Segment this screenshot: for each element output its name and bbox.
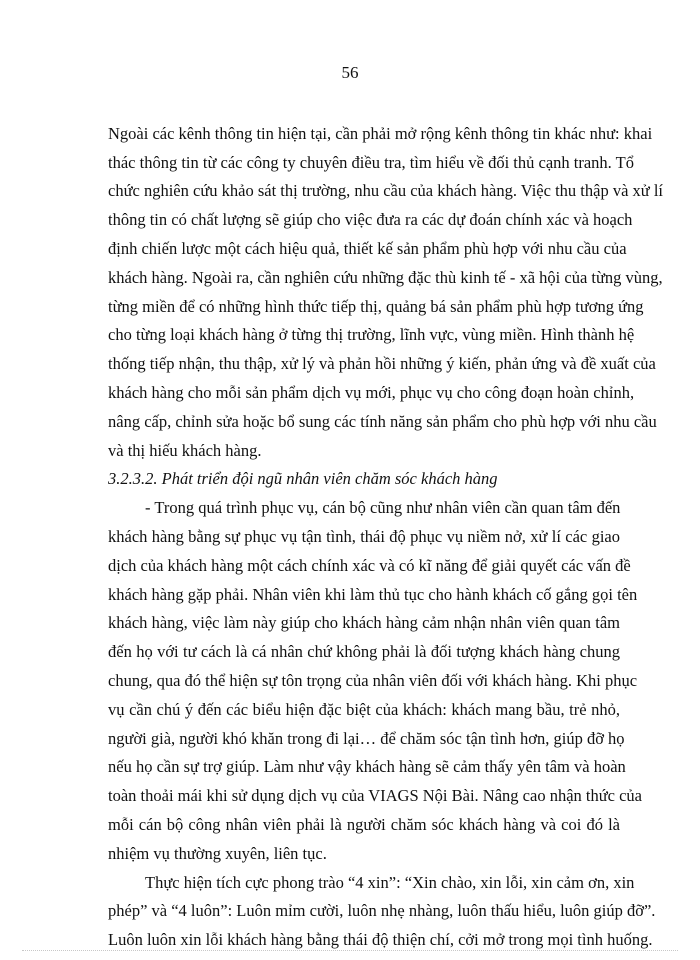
text-line: người già, người khó khăn trong đi lại… để chăm sóc tận tình hơn, giúp đỡ họ (108, 729, 625, 748)
text-line: từng miền để có những hình thức tiếp thị, quảng bá sản phẩm phù hợp tương ứng (108, 297, 644, 316)
text-line: vụ cần chú ý đến các biểu hiện đặc biệt của khách: khách mang bầu, trẻ nhỏ, (108, 700, 620, 719)
text-line: nhiệm vụ thường xuyên, liên tục. (108, 844, 327, 863)
text-line: Ngoài các kênh thông tin hiện tại, cần phải mở rộng kênh thông tin khác như: khai (108, 124, 653, 143)
page-bottom-divider (22, 950, 678, 951)
text-line: khách hàng bằng sự phục vụ tận tình, thái độ phục vụ niềm nở, xử lí các giao (108, 527, 620, 546)
text-line: nâng cấp, chỉnh sửa hoặc bổ sung các tính năng sản phẩm cho phù hợp với nhu cầu (108, 412, 657, 431)
text-line: thác thông tin từ các công ty chuyên điều tra, tìm hiểu về đối thủ cạnh tranh. Tổ (108, 153, 634, 172)
text-line: định chiến lược một cách hiệu quả, thiết kế sản phẩm phù hợp với nhu cầu của (108, 239, 627, 258)
text-line: nếu họ cần sự trợ giúp. Làm như vậy khách hàng sẽ cảm thấy yên tâm và hoàn (108, 757, 626, 776)
text-line: chức nghiên cứu khảo sát thị trường, nhu cầu của khách hàng. Việc thu thập và xử lí (108, 181, 664, 200)
text-line: khách hàng. Ngoài ra, cần nghiên cứu những đặc thù kinh tế - xã hội của từng vùng, (108, 268, 663, 287)
text-line: mỗi cán bộ công nhân viên phải là người chăm sóc khách hàng và coi đó là (108, 815, 620, 834)
text-line: thông tin có chất lượng sẽ giúp cho việc đưa ra các dự đoán chính xác và hoạch (108, 210, 633, 229)
text-line: khách hàng, việc làm này giúp cho khách hàng cảm nhận nhân viên quan tâm (108, 613, 620, 632)
section-heading: 3.2.3.2. Phát triển đội ngũ nhân viên chăm sóc khách hàng (108, 469, 498, 488)
text-line: Thực hiện tích cực phong trào “4 xin”: “Xin chào, xin lỗi, xin cảm ơn, xin (145, 873, 635, 892)
text-line: khách hàng gặp phải. Nhân viên khi làm thủ tục cho hành khách cố gắng gọi tên (108, 585, 638, 604)
text-line: cho từng loại khách hàng ở từng thị trường, lĩnh vực, vùng miền. Hình thành hệ (108, 325, 635, 344)
text-line: phép” và “4 luôn”: Luôn mỉm cười, luôn nhẹ nhàng, luôn thấu hiểu, luôn giúp đỡ”. (108, 901, 656, 920)
page-number: 56 (341, 63, 359, 82)
text-line: dịch của khách hàng một cách chính xác và có kĩ năng để giải quyết các vấn đề (108, 556, 631, 575)
text-line: đến họ với tư cách là cá nhân chứ không phải là đối tượng khách hàng chung (108, 642, 620, 661)
text-line: thống tiếp nhận, thu thập, xử lý và phản hồi những ý kiến, phản ứng và đề xuất của (108, 354, 656, 373)
text-line: Luôn luôn xin lỗi khách hàng bằng thái độ thiện chí, cởi mở trong mọi tình huống. (108, 930, 653, 949)
text-line: và thị hiếu khách hàng. (108, 441, 262, 460)
text-line: chung, qua đó thể hiện sự tôn trọng của nhân viên đối với khách hàng. Khi phục (108, 671, 638, 690)
text-line: toàn thoải mái khi sử dụng dịch vụ của VIAGS Nội Bài. Nâng cao nhận thức của (108, 786, 643, 805)
text-line: khách hàng cho mỗi sản phẩm dịch vụ mới, phục vụ cho công đoạn hoàn chỉnh, (108, 383, 635, 402)
text-line: - Trong quá trình phục vụ, cán bộ cũng như nhân viên cần quan tâm đến (145, 498, 621, 517)
